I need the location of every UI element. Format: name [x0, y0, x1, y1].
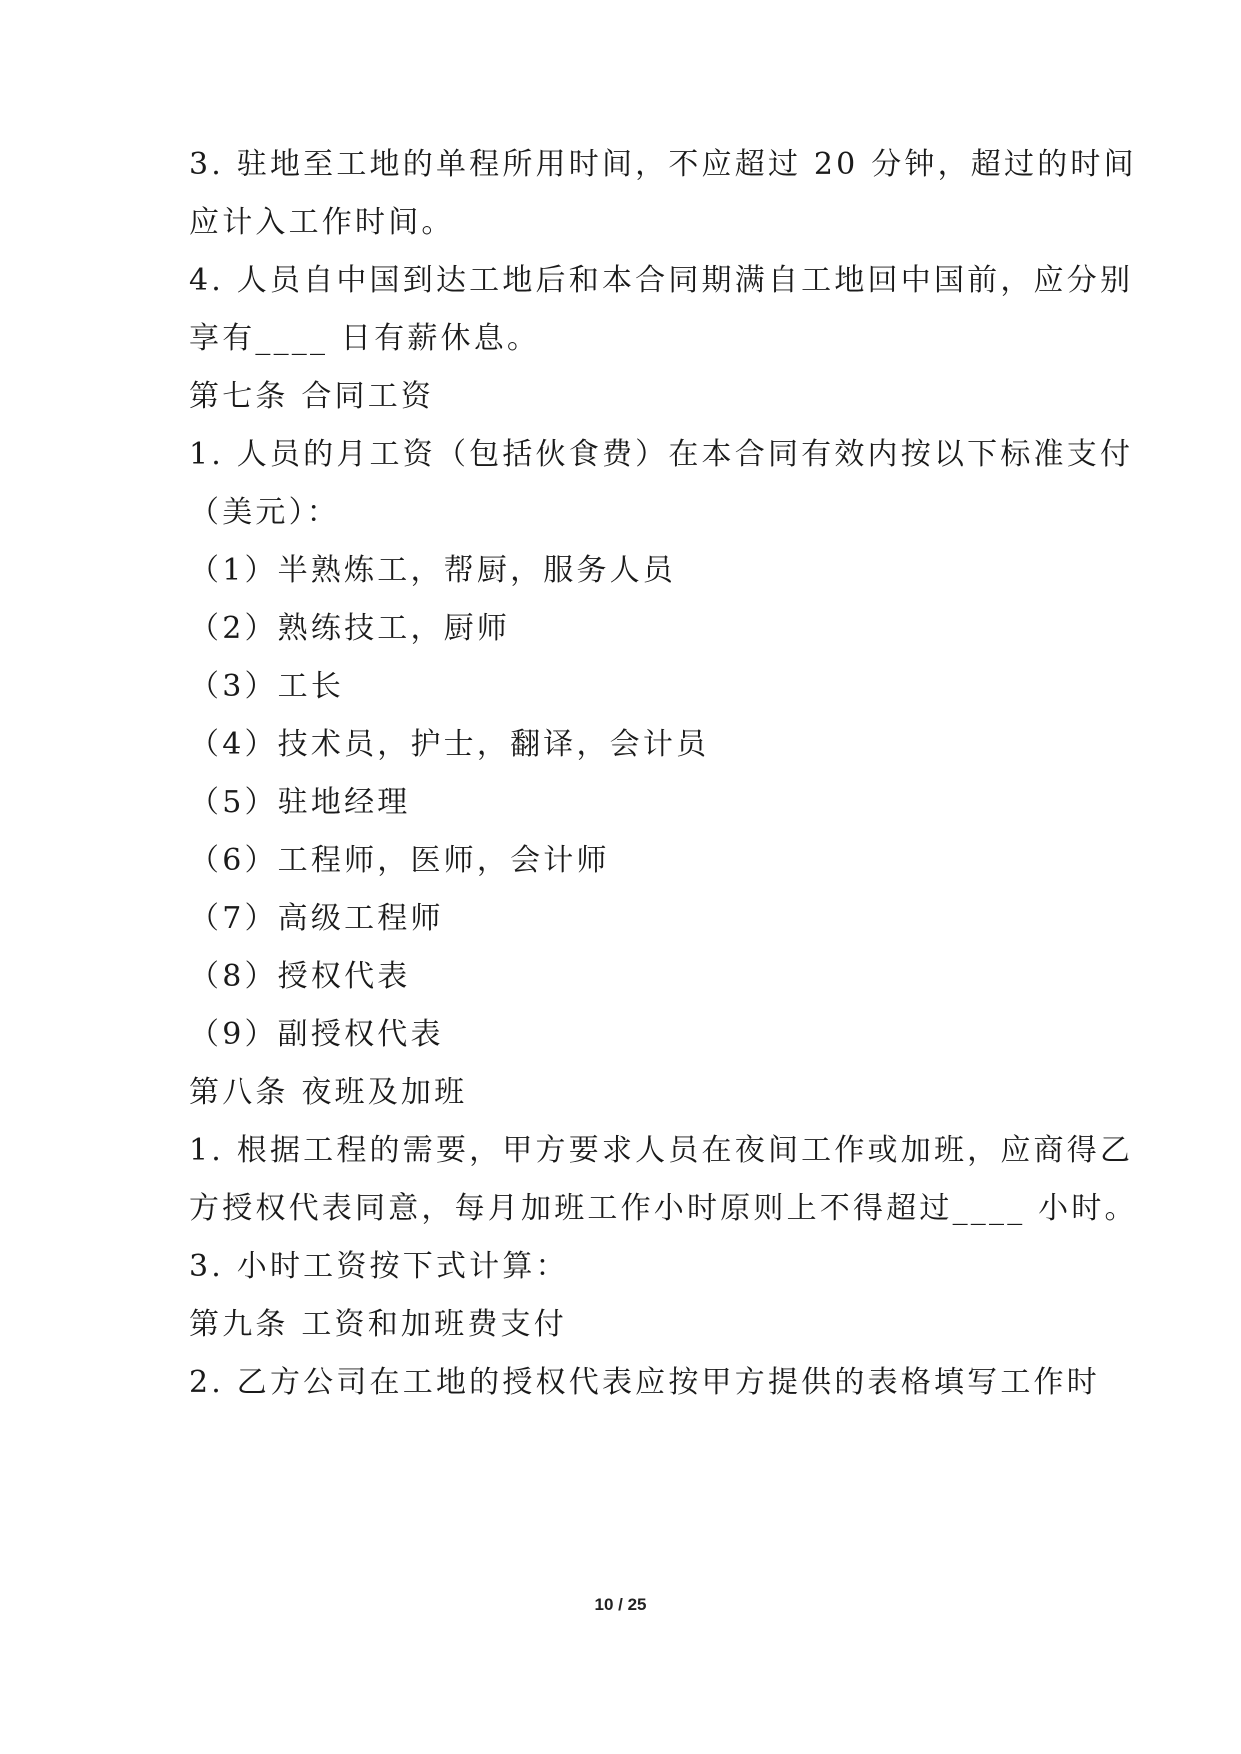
text-line: 1. 根据工程的需要，甲方要求人员在夜间工作或加班，应商得乙: [189, 1133, 1134, 1168]
text-line: 应计入工作时间。: [189, 205, 455, 240]
list-item: （1）半熟炼工，帮厨，服务人员: [189, 553, 677, 588]
text-line: 3. 驻地至工地的单程所用时间，不应超过 20 分钟，超过的时间: [189, 147, 1137, 182]
section-heading: 第九条 工资和加班费支付: [189, 1307, 567, 1342]
list-item: （2）熟练技工，厨师: [189, 611, 511, 646]
list-item: （3）工长: [189, 669, 345, 704]
list-item: （9）副授权代表: [189, 1017, 444, 1052]
page-number: 10 / 25: [594, 1595, 647, 1614]
text-line: 享有____ 日有薪休息。: [189, 321, 541, 356]
section-heading: 第八条 夜班及加班: [189, 1075, 468, 1110]
list-item: （4）技术员，护士，翻译，会计员: [189, 727, 710, 762]
section-heading: 第七条 合同工资: [189, 379, 435, 414]
text-line: 1. 人员的月工资（包括伙食费）在本合同有效内按以下标准支付: [189, 437, 1134, 472]
list-item: （5）驻地经理: [189, 785, 411, 820]
list-item: （7）高级工程师: [189, 901, 444, 936]
list-item: （6）工程师，医师，会计师: [189, 843, 610, 878]
list-item: （8）授权代表: [189, 959, 411, 994]
text-line: 方授权代表同意，每月加班工作小时原则上不得超过____ 小时。: [189, 1191, 1138, 1226]
text-line: （美元）：: [189, 495, 340, 530]
text-line: 2. 乙方公司在工地的授权代表应按甲方提供的表格填写工作时: [189, 1365, 1100, 1400]
text-line: 4. 人员自中国到达工地后和本合同期满自工地回中国前，应分别: [189, 263, 1134, 298]
text-line: 3. 小时工资按下式计算：: [189, 1249, 569, 1284]
